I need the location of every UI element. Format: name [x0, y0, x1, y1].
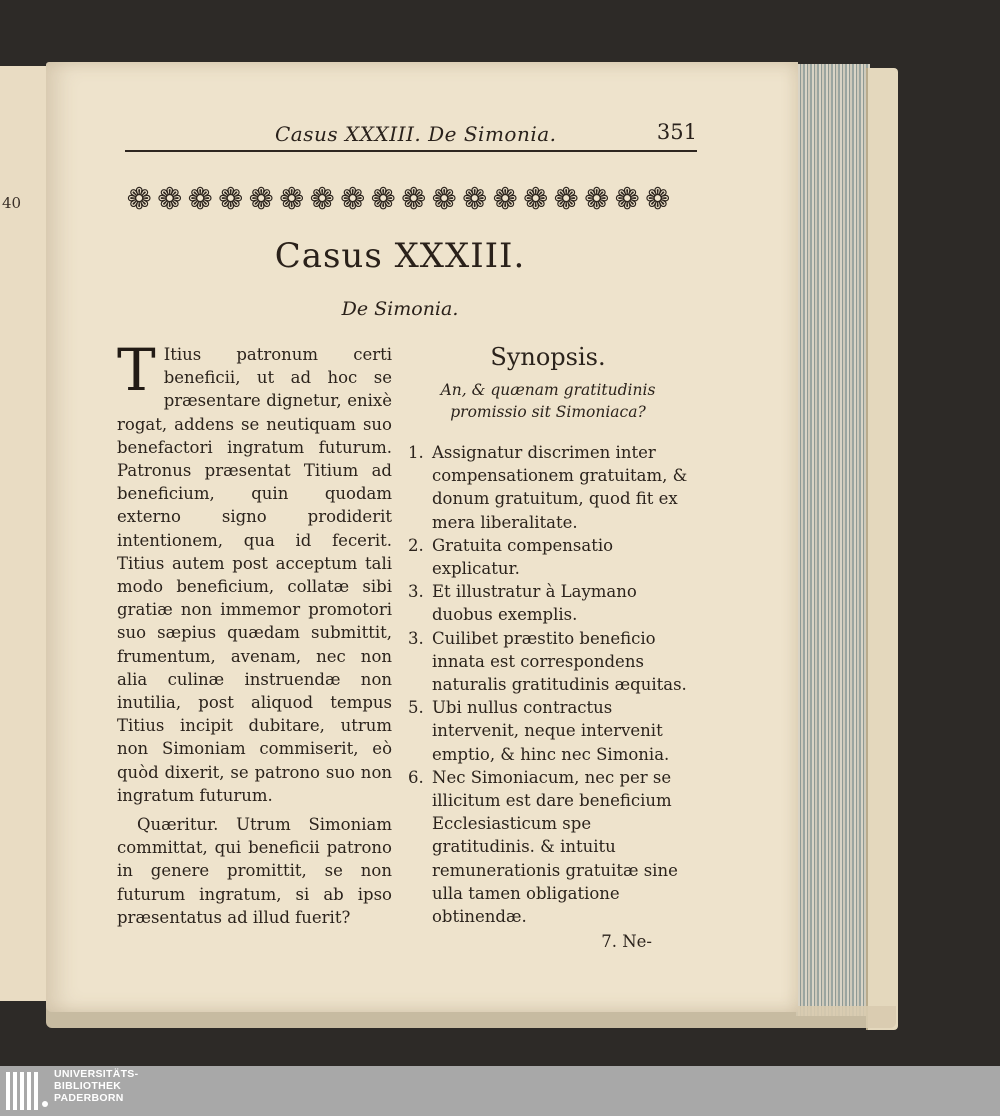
ornament-flower-icon: ❁	[309, 182, 335, 217]
library-name	[54, 1068, 138, 1104]
ornament-flower-icon: ❁	[340, 182, 366, 217]
previous-page-number: 40	[2, 194, 22, 212]
library-logo-icon	[4, 1068, 50, 1114]
ornament-flower-icon: ❁	[584, 182, 610, 217]
ornament-flower-icon: ❁	[492, 182, 518, 217]
question-paragraph: Quæritur. Utrum Simoniam committat, qui beneficii patrono in genere promittit, se non futurum ingratum, si ab ipso præsentatus ad illud fuerit?	[117, 815, 392, 927]
synopsis-item-number: 1.	[408, 443, 424, 462]
synopsis-item-number: 3.	[408, 582, 424, 602]
ornament-flower-icon: ❁	[462, 182, 488, 217]
library-name-line3: PADERBORN	[54, 1092, 124, 1104]
chapter-subtitle: De Simonia.	[341, 298, 459, 320]
synopsis-item-text: Assignatur discrimen inter compensationem gratuitam, & donum gratuitum, quod fit ex mera liberalitate.	[432, 443, 688, 532]
ornament-flower-icon: ❁	[187, 182, 213, 217]
ornament-flower-icon: ❁	[370, 182, 396, 217]
synopsis-item-text: Nec Simoniacum, nec per se illicitum est dare beneficium Ecclesiasticum spe gratitudinis. & intuitu remunerationis gratuitæ sine ulla tamen obligatione obtinendæ.	[432, 767, 678, 927]
synopsis-list	[408, 441, 688, 928]
synopsis-item	[408, 696, 688, 766]
ornament-flower-icon: ❁	[523, 182, 549, 217]
book-cover-edge	[866, 68, 898, 1030]
synopsis-item-text: Cuilibet præstito beneficio innata est correspondens naturalis gratitudinis æquitas.	[432, 628, 687, 695]
synopsis-question: An, & quænam gratitudinis promissio sit Simoniaca?	[440, 381, 656, 421]
synopsis-item	[408, 766, 688, 928]
synopsis-item	[408, 627, 688, 697]
synopsis-item	[408, 441, 688, 534]
library-name-line2: BIBLIOTHEK	[54, 1080, 122, 1092]
ornament-flower-icon: ❁	[645, 182, 671, 217]
drop-cap: T	[117, 336, 156, 404]
ornament-flower-icon: ❁	[614, 182, 640, 217]
ornament-flower-icon: ❁	[248, 182, 274, 217]
ornamental-band	[124, 178, 692, 222]
ornament-flower-icon: ❁	[126, 182, 152, 217]
page-edges	[796, 64, 870, 1016]
synopsis-item-number: 2.	[408, 535, 424, 555]
library-name-line1: UNIVERSITÄTS-	[54, 1068, 139, 1080]
synopsis-item-text: Et illustratur à Laymano duobus exemplis.	[432, 582, 637, 625]
synopsis-item-text: Gratuita compensatio explicatur.	[432, 535, 614, 579]
ornament-flower-icon: ❁	[431, 182, 457, 217]
synopsis-item-text: Ubi nullus contractus intervenit, neque intervenit emptio, & hinc nec Simonia.	[432, 698, 670, 764]
page-number: 351	[656, 120, 697, 144]
running-head	[125, 118, 697, 152]
synopsis-heading: Synopsis.	[490, 343, 606, 371]
library-footer-bar	[0, 1066, 1000, 1116]
ornament-flower-icon: ❁	[218, 182, 244, 217]
case-column	[117, 336, 392, 929]
synopsis-column	[408, 343, 688, 951]
case-text: Itius patronum certi beneficii, ut ad hoc se præsentare dignetur, enixè rogat, addens se neutiquam suo benefactori ingratum futurum. Patronus præsentat Titium ad beneficium, quin quodam externo signo prodiderit intentionem, qua id fecerit. Titius autem post acceptum tali modo beneficium, collatæ sibi gratiæ non immemor promotori suo sæpius quædam submittit, frumentum, avenam, nec non alia culinæ instruendæ non inutilia, post aliquod tempus Titius incipit dubitare, utrum non Simoniam commiserit, eò quòd dixerit, se patrono suo non ingratum futurum.	[117, 345, 392, 805]
catchword: 7. Ne-	[601, 932, 652, 952]
synopsis-item-number: 6.	[408, 767, 424, 787]
ornament-flower-icon: ❁	[279, 182, 305, 217]
ornament-flower-icon: ❁	[157, 182, 183, 217]
ornament-flower-icon: ❁	[401, 182, 427, 217]
synopsis-item-number: 5.	[408, 698, 424, 718]
case-paragraph	[117, 336, 392, 807]
synopsis-item-number: 3.	[408, 628, 424, 648]
running-head-title: Casus XXXIII. De Simonia.	[275, 122, 557, 146]
synopsis-item	[408, 580, 688, 626]
chapter-title: Casus XXXIII.	[274, 236, 526, 276]
ornament-flower-icon: ❁	[553, 182, 579, 217]
synopsis-item	[408, 534, 688, 580]
